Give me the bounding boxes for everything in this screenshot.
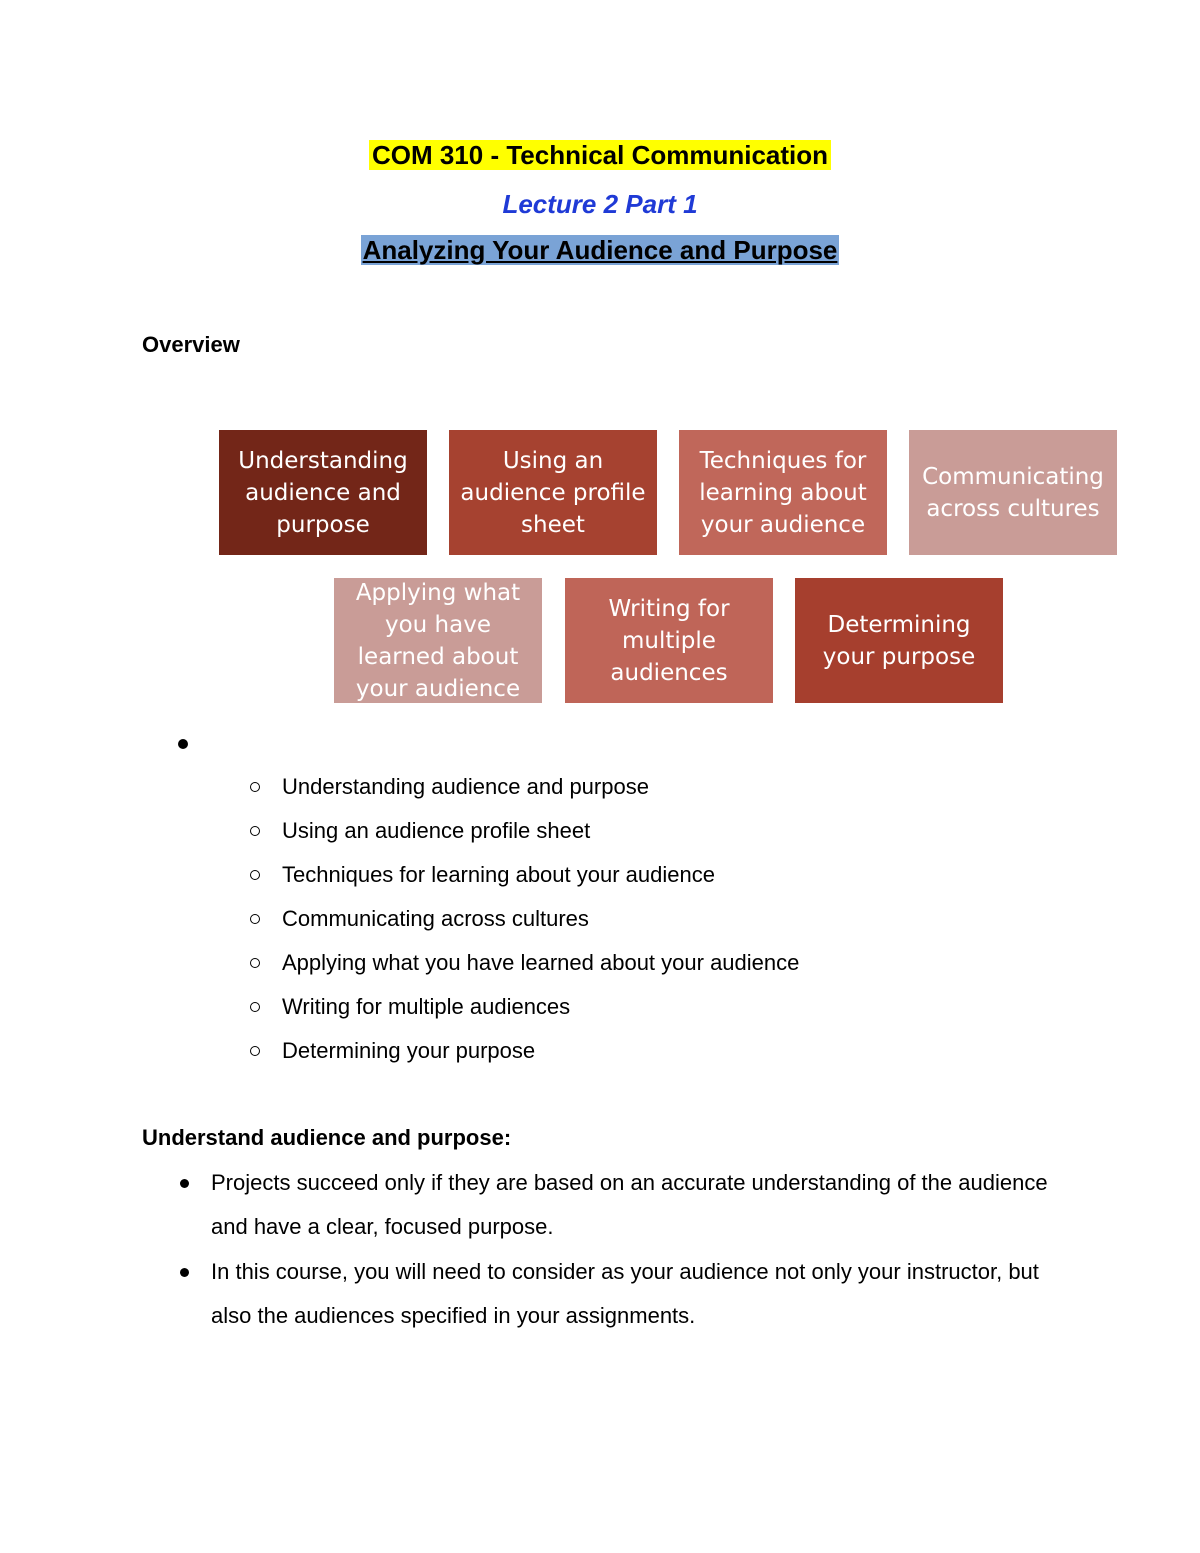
- section-heading: Understand audience and purpose:: [142, 1125, 512, 1150]
- course-title: [0, 140, 1200, 171]
- circle-bullet-icon: [250, 958, 260, 968]
- bullet-icon: [180, 1268, 189, 1277]
- bullet-icon: [180, 1179, 189, 1188]
- circle-bullet-icon: [250, 914, 260, 924]
- topic-title: [0, 235, 1200, 266]
- topic-title-text: Analyzing Your Audience and Purpose: [362, 235, 838, 265]
- diagram-box-cultures: Communicating across cultures: [909, 430, 1117, 555]
- diagram-box-profile-sheet: Using an audience profile sheet: [449, 430, 657, 555]
- lecture-subtitle: Lecture 2 Part 1: [502, 189, 698, 219]
- diagram-box-understanding: Understanding audience and purpose: [219, 430, 427, 555]
- diagram-box-techniques: Techniques for learning about your audience: [679, 430, 887, 555]
- diagram-box-applying: Applying what you have learned about your audience: [334, 578, 542, 703]
- overview-heading: Overview: [142, 332, 240, 357]
- list-item: Projects succeed only if they are based on an accurate understanding of the audience and have a clear, focused purpose.: [178, 1161, 1058, 1249]
- circle-bullet-icon: [250, 826, 260, 836]
- diagram-box-multiple-audiences: Writing for multiple audiences: [565, 578, 773, 703]
- diagram-box-purpose: Determining your purpose: [795, 578, 1003, 703]
- course-title-text: COM 310 - Technical Communication: [369, 140, 831, 170]
- circle-bullet-icon: [250, 782, 260, 792]
- circle-bullet-icon: [250, 1002, 260, 1012]
- bullet-icon: [178, 739, 188, 749]
- circle-bullet-icon: [250, 870, 260, 880]
- list-item: In this course, you will need to consider as your audience not only your instructor, but also the audiences specified in your assignments.: [178, 1250, 1058, 1338]
- circle-bullet-icon: [250, 1046, 260, 1056]
